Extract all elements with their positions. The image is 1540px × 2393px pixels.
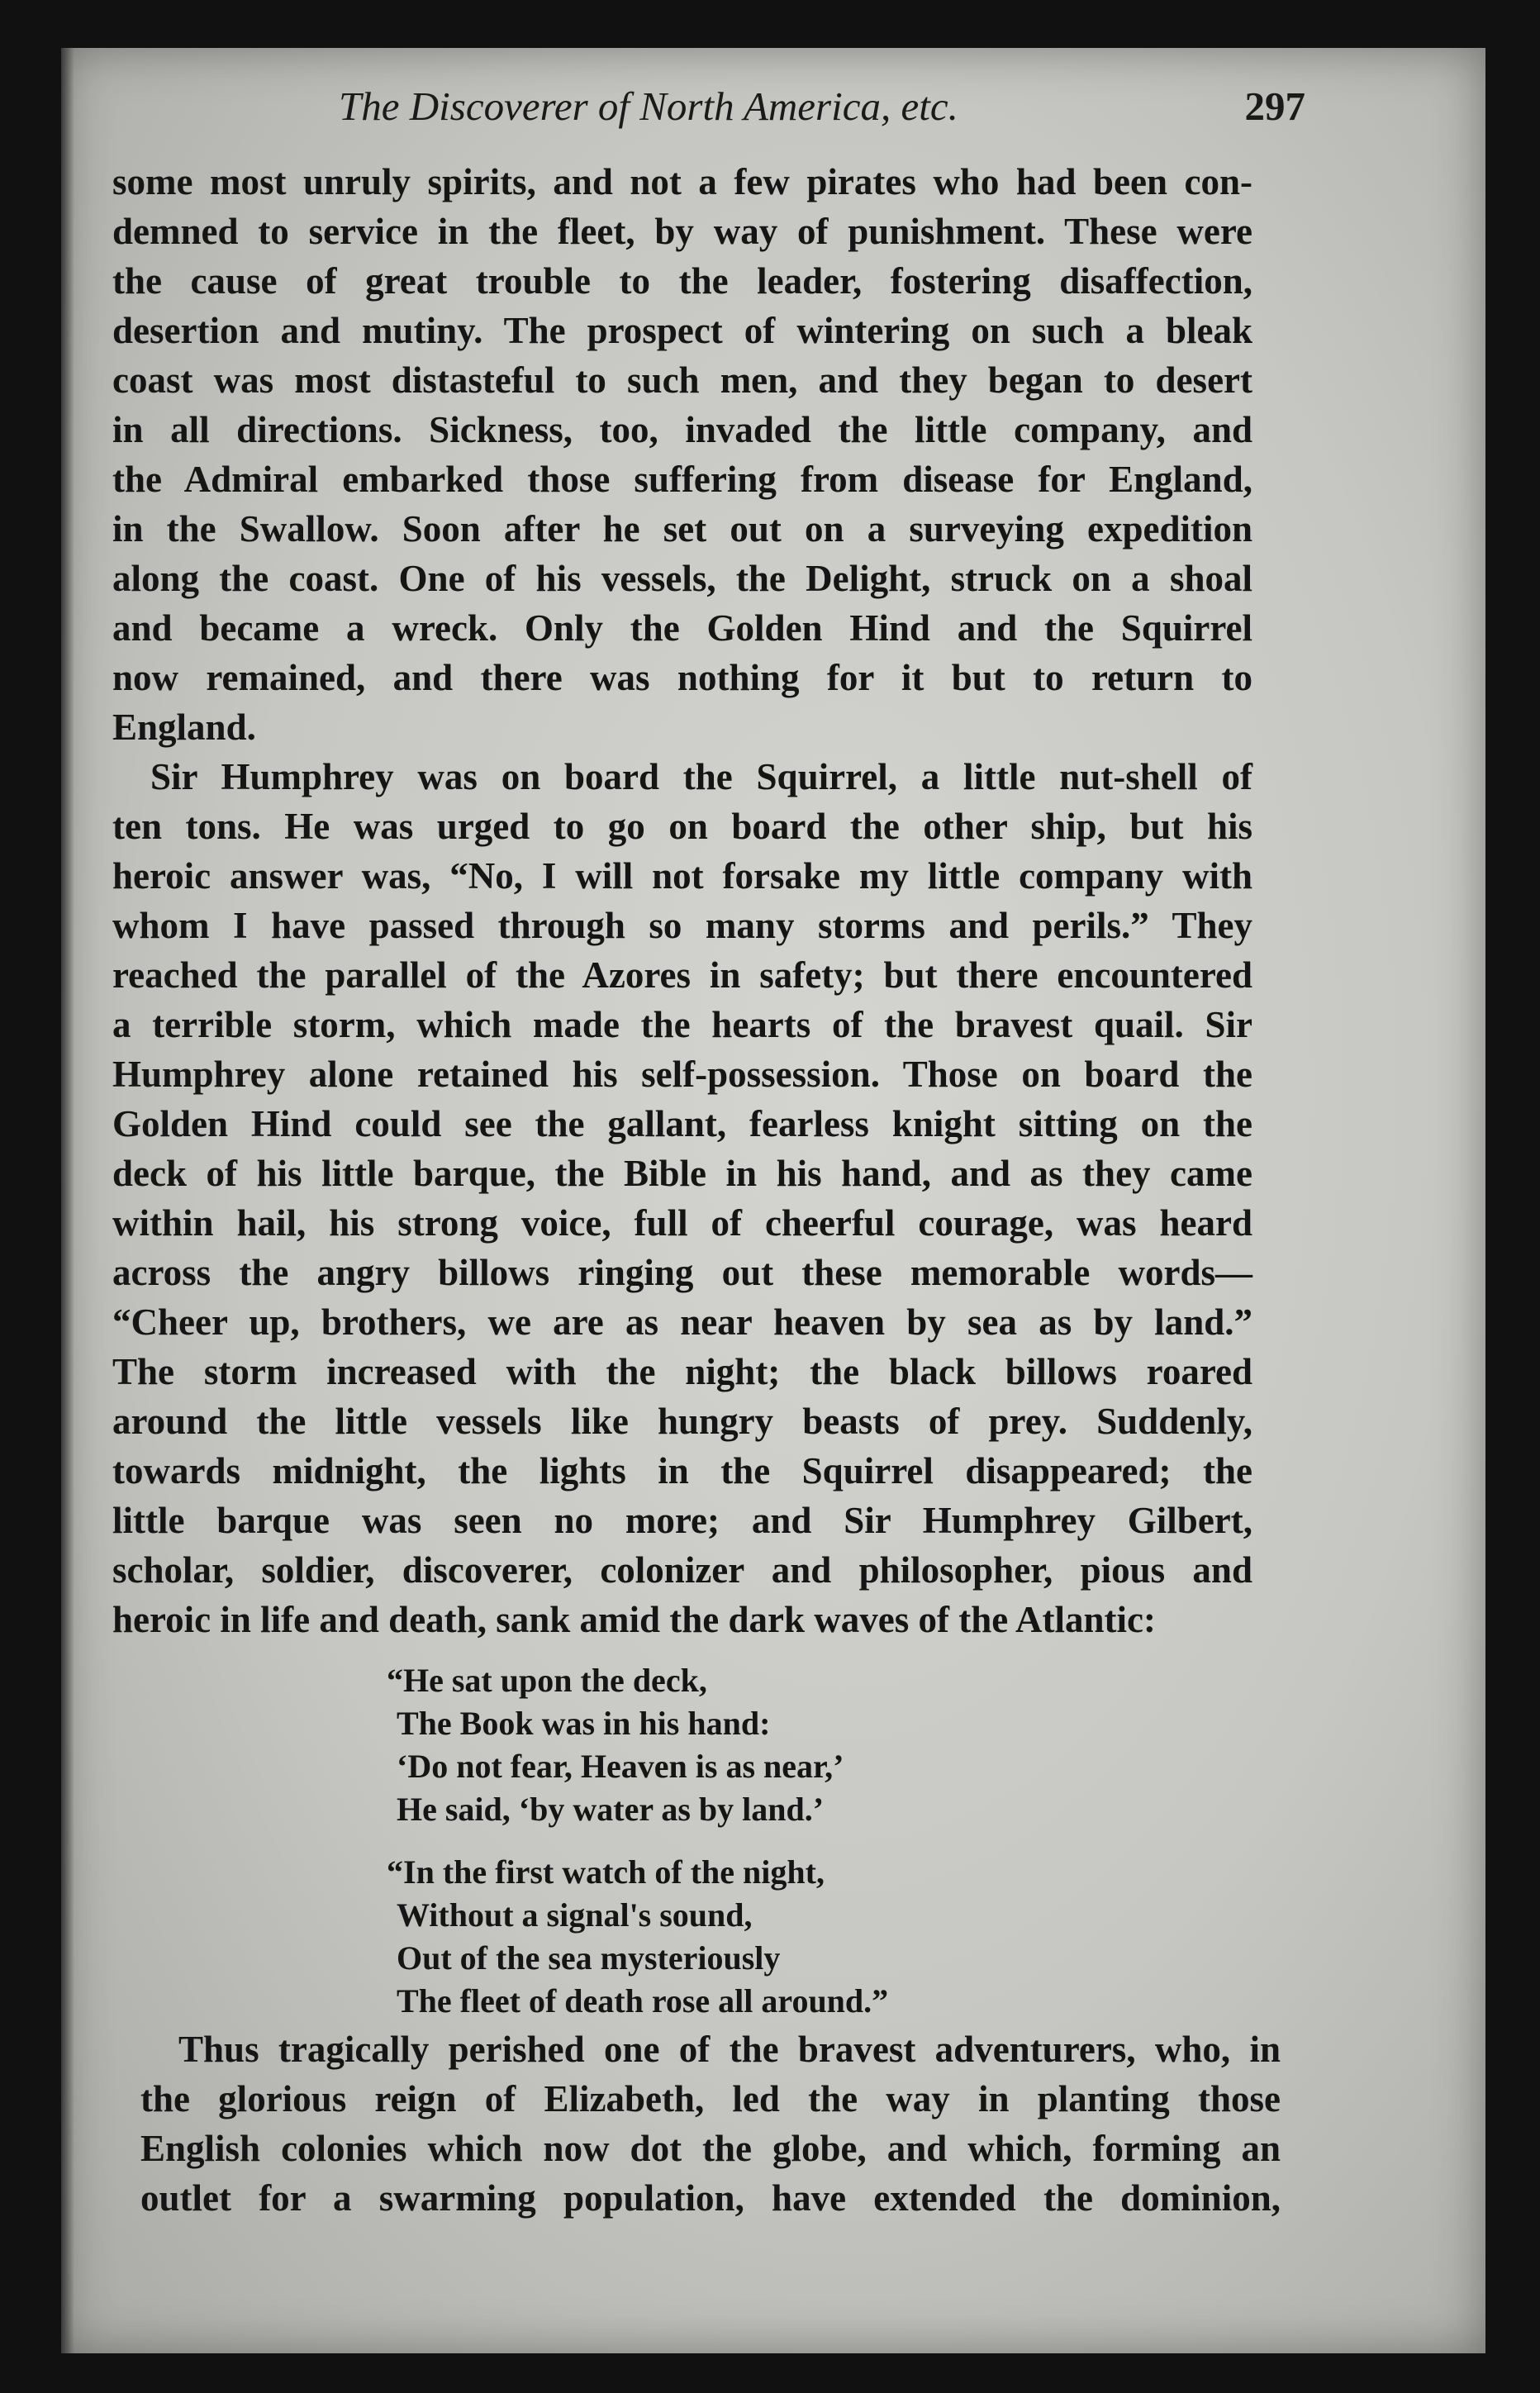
text-line: in all directions. Sickness, too, invaded the little company, and	[112, 409, 1252, 450]
text-line: across the angry billows ringing out these memorable words—	[112, 1252, 1252, 1293]
page-number: 297	[1244, 83, 1305, 129]
poem-line: Out of the sea mysteriously	[397, 1939, 781, 1977]
paragraph-2	[112, 752, 1252, 1644]
text-line: heroic in life and death, sank amid the dark waves of the Atlantic:	[112, 1599, 1156, 1640]
text-line: and became a wreck. Only the Golden Hind and the Squirrel	[112, 607, 1252, 649]
poem-stanza-1	[387, 1661, 1223, 1833]
text-line: desertion and mutiny. The prospect of wintering on such a bleak	[112, 310, 1252, 351]
text-line: demned to service in the fleet, by way of punishment. These were	[112, 211, 1252, 252]
poem-line: ‘Do not fear, Heaven is as near,’	[397, 1748, 844, 1785]
text-line: outlet for a swarming population, have extended the dominion,	[140, 2177, 1281, 2219]
text-line: the glorious reign of Elizabeth, led the way in planting those	[140, 2078, 1281, 2119]
text-line: a terrible storm, which made the hearts of the bravest quail. Sir	[112, 1004, 1252, 1045]
running-title: The Discoverer of North America, etc.	[339, 83, 958, 129]
text-line: little barque was seen no more; and Sir Humphrey Gilbert,	[112, 1500, 1252, 1541]
poem-quotation	[387, 1661, 1223, 2044]
text-line: around the little vessels like hungry beasts of prey. Suddenly,	[112, 1401, 1252, 1442]
text-line: reached the parallel of the Azores in safety; but there encountered	[112, 954, 1252, 996]
poem-line: Without a signal's sound,	[397, 1896, 753, 1934]
text-line: English colonies which now dot the globe, and which, forming an	[140, 2128, 1281, 2169]
text-line: Golden Hind could see the gallant, fearless knight sitting on the	[112, 1103, 1252, 1144]
paragraph-1	[112, 157, 1252, 752]
text-line: The storm increased with the night; the black billows roared	[112, 1351, 1252, 1392]
poem-stanza-2	[387, 1853, 1223, 2024]
poem-line: The Book was in his hand:	[397, 1705, 771, 1742]
text-line: within hail, his strong voice, full of cheerful courage, was heard	[112, 1202, 1252, 1244]
text-line: England.	[112, 706, 256, 748]
poem-line: The fleet of death rose all around.”	[397, 1982, 889, 2020]
text-line: Sir Humphrey was on board the Squirrel, a little nut-shell of	[150, 756, 1252, 797]
poem-line: “In the first watch of the night,	[387, 1853, 825, 1891]
closing-paragraph	[140, 2024, 1281, 2223]
text-line: the Admiral embarked those suffering from disease for England,	[112, 459, 1252, 500]
text-line: along the coast. One of his vessels, the Delight, struck on a shoal	[112, 558, 1252, 599]
text-line: ten tons. He was urged to go on board the other ship, but his	[112, 806, 1252, 847]
text-line: heroic answer was, “No, I will not forsake my little company with	[112, 855, 1252, 897]
poem-line: He said, ‘by water as by land.’	[397, 1791, 825, 1828]
text-line: coast was most distasteful to such men, and they began to desert	[112, 359, 1252, 401]
text-line: Humphrey alone retained his self-possession. Those on board the	[112, 1054, 1252, 1095]
text-line: whom I have passed through so many storms and perils.” They	[112, 905, 1252, 946]
text-line: deck of his little barque, the Bible in his hand, and as they came	[112, 1153, 1252, 1194]
text-line: in the Swallow. Soon after he set out on a surveying expedition	[112, 508, 1252, 549]
text-line: Thus tragically perished one of the bravest adventurers, who, in	[178, 2029, 1281, 2070]
main-text	[112, 157, 1252, 1644]
text-line: “Cheer up, brothers, we are as near heaven by sea as by land.”	[112, 1301, 1252, 1343]
text-line: now remained, and there was nothing for it but to return to	[112, 657, 1252, 698]
page-shadow-edge	[61, 48, 74, 2353]
poem-line: “He sat upon the deck,	[387, 1662, 707, 1699]
text-line: towards midnight, the lights in the Squirrel disappeared; the	[112, 1450, 1252, 1491]
text-line: scholar, soldier, discoverer, colonizer and philosopher, pious and	[112, 1549, 1252, 1591]
text-line: some most unruly spirits, and not a few pirates who had been con-	[112, 161, 1252, 202]
text-line: the cause of great trouble to the leader, fostering disaffection,	[112, 260, 1252, 302]
page-header	[124, 76, 1305, 134]
